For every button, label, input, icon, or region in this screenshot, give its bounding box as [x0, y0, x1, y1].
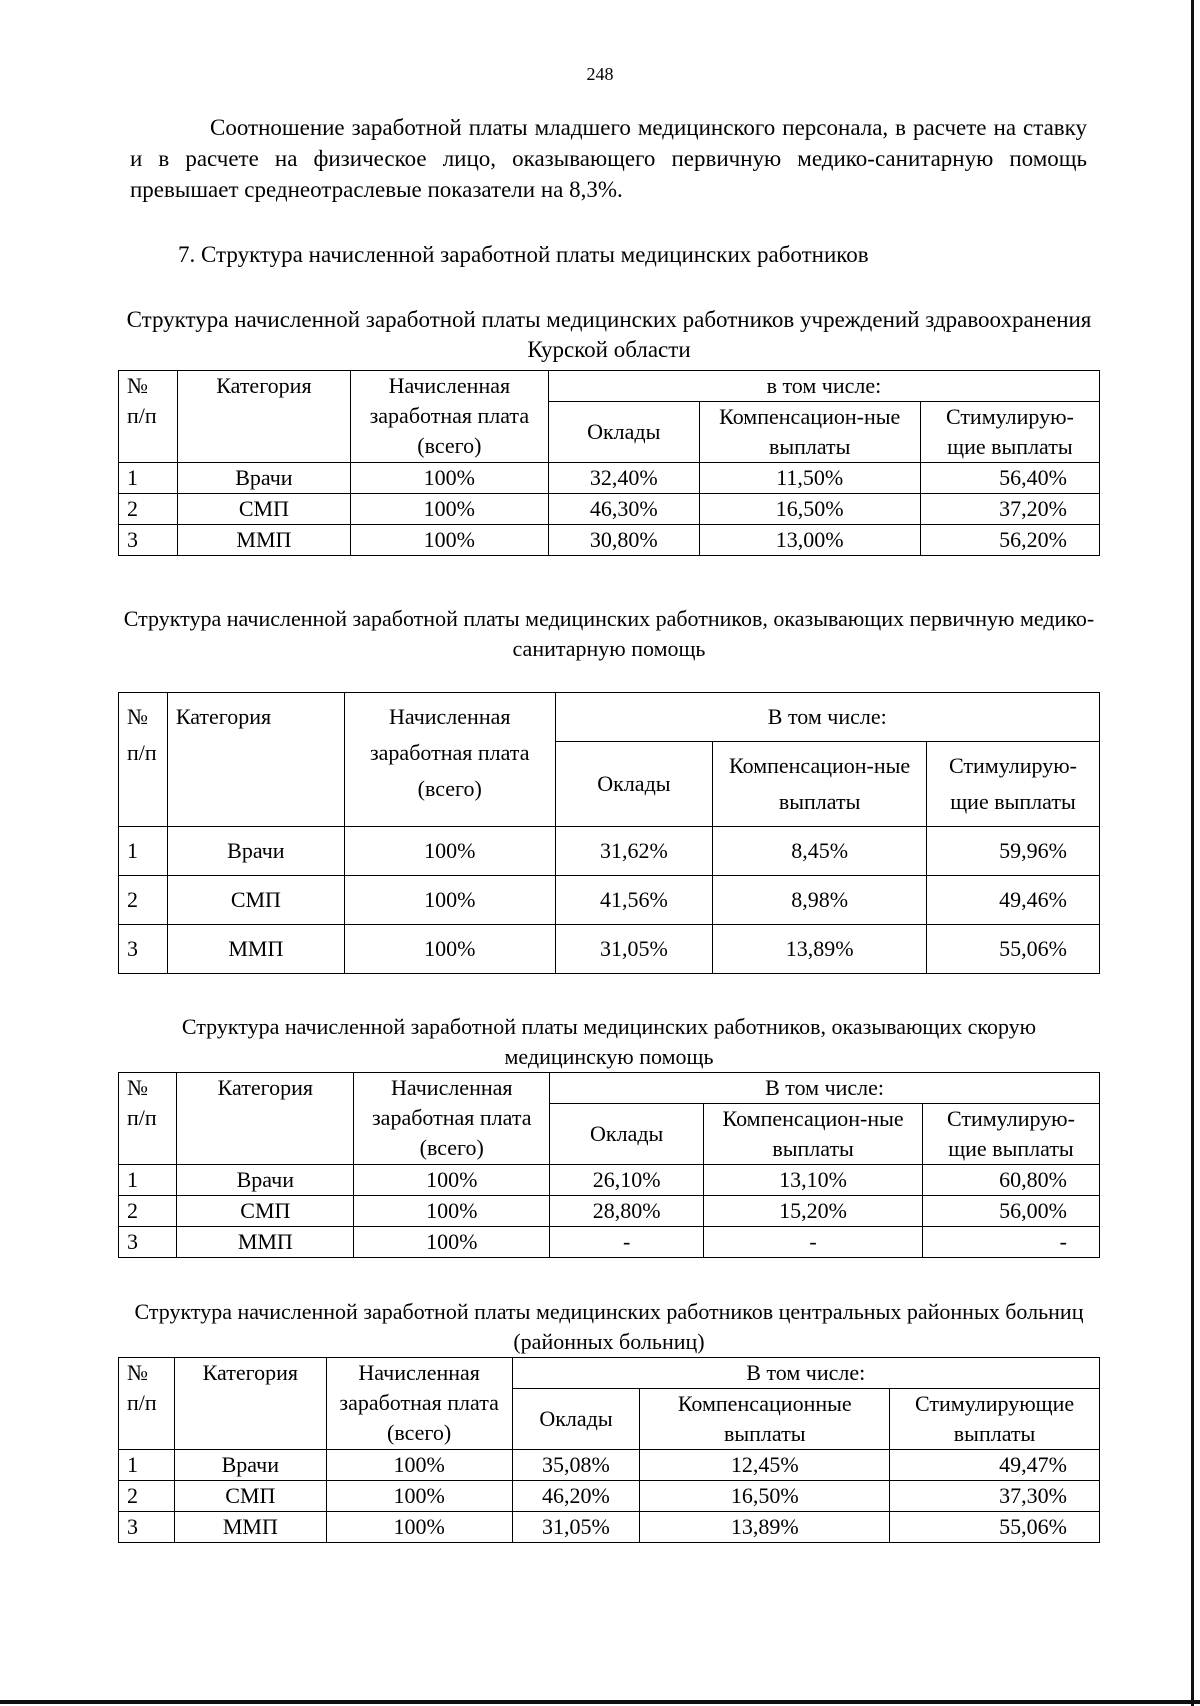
header-num: № п/п — [119, 1073, 177, 1165]
cell-compensation: 13,10% — [704, 1165, 923, 1196]
scan-edge-right — [1191, 0, 1194, 1706]
cell-total: 100% — [350, 494, 548, 525]
header-salaries: Оклады — [548, 402, 699, 463]
header-incentive: Стимулирую-щие выплаты — [920, 402, 1099, 463]
table-4 — [118, 1357, 1100, 1543]
cell-category: СМП — [178, 494, 351, 525]
cell-incentive: 49,46% — [926, 876, 1099, 925]
cell-compensation: 16,50% — [640, 1481, 890, 1512]
cell-incentive: 60,80% — [922, 1165, 1099, 1196]
cell-salaries: 46,30% — [548, 494, 699, 525]
table-row — [119, 925, 1100, 974]
cell-category: Врачи — [174, 1450, 326, 1481]
scan-edge-bottom — [0, 1700, 1200, 1704]
header-num: № п/п — [119, 371, 178, 463]
cell-category: ММП — [167, 925, 344, 974]
cell-num: 1 — [119, 1450, 175, 1481]
cell-category: Врачи — [167, 827, 344, 876]
table-row — [119, 1165, 1100, 1196]
table-row — [119, 494, 1100, 525]
cell-total: 100% — [344, 827, 555, 876]
cell-incentive: 55,06% — [926, 925, 1099, 974]
cell-total: 100% — [326, 1450, 512, 1481]
cell-total: 100% — [326, 1481, 512, 1512]
cell-category: ММП — [178, 525, 351, 556]
header-including: В том числе: — [512, 1358, 1099, 1389]
table-1 — [118, 370, 1100, 556]
header-total: Начисленная заработная плата (всего) — [344, 693, 555, 827]
cell-compensation: 13,00% — [699, 525, 920, 556]
cell-salaries: 28,80% — [550, 1196, 704, 1227]
cell-incentive: 59,96% — [926, 827, 1099, 876]
intro-paragraph: Соотношение заработной платы младшего медицинского персонала, в расчете на ставку и в расчете на физическое лицо, оказывающего первичную медико-санитарную помощь превышает среднеотраслевые показатели на 8,3%. — [130, 115, 1087, 202]
cell-num: 2 — [119, 1481, 175, 1512]
cell-compensation: 15,20% — [704, 1196, 923, 1227]
cell-compensation: 8,45% — [713, 827, 927, 876]
cell-salaries: - — [550, 1227, 704, 1258]
cell-total: 100% — [326, 1512, 512, 1543]
cell-total: 100% — [344, 876, 555, 925]
cell-salaries: 31,05% — [512, 1512, 640, 1543]
header-total: Начисленная заработная плата (всего) — [350, 371, 548, 463]
cell-num: 2 — [119, 494, 178, 525]
cell-incentive: - — [922, 1227, 1099, 1258]
cell-num: 3 — [119, 1227, 177, 1258]
cell-num: 1 — [119, 463, 178, 494]
header-total: Начисленная заработная плата (всего) — [354, 1073, 550, 1165]
cell-salaries: 35,08% — [512, 1450, 640, 1481]
cell-salaries: 26,10% — [550, 1165, 704, 1196]
cell-num: 2 — [119, 1196, 177, 1227]
table-row — [119, 1450, 1100, 1481]
cell-incentive: 56,00% — [922, 1196, 1099, 1227]
header-compensation: Компенсационные выплаты — [640, 1389, 890, 1450]
cell-salaries: 31,62% — [555, 827, 713, 876]
cell-compensation: 13,89% — [713, 925, 927, 974]
header-category: Категория — [174, 1358, 326, 1450]
table-2 — [118, 692, 1100, 974]
cell-num: 1 — [119, 1165, 177, 1196]
cell-total: 100% — [354, 1227, 550, 1258]
cell-incentive: 37,20% — [920, 494, 1099, 525]
cell-incentive: 55,06% — [890, 1512, 1100, 1543]
cell-category: ММП — [177, 1227, 354, 1258]
cell-num: 1 — [119, 827, 168, 876]
cell-salaries: 31,05% — [555, 925, 713, 974]
cell-salaries: 30,80% — [548, 525, 699, 556]
cell-num: 3 — [119, 925, 168, 974]
cell-total: 100% — [344, 925, 555, 974]
cell-salaries: 32,40% — [548, 463, 699, 494]
cell-salaries: 46,20% — [512, 1481, 640, 1512]
cell-total: 100% — [350, 525, 548, 556]
cell-compensation: 11,50% — [699, 463, 920, 494]
cell-category: СМП — [177, 1196, 354, 1227]
cell-salaries: 41,56% — [555, 876, 713, 925]
header-category: Категория — [167, 693, 344, 827]
table-row — [119, 1481, 1100, 1512]
header-category: Категория — [177, 1073, 354, 1165]
header-incentive: Стимулирующие выплаты — [890, 1389, 1100, 1450]
header-category: Категория — [178, 371, 351, 463]
header-including: В том числе: — [555, 693, 1099, 742]
cell-compensation: - — [704, 1227, 923, 1258]
table-row — [119, 1227, 1100, 1258]
table-1-caption: Структура начисленной заработной платы медицинских работников учреждений здравоохранения Курской области — [126, 307, 1092, 362]
cell-category: СМП — [174, 1481, 326, 1512]
header-including: В том числе: — [550, 1073, 1100, 1104]
cell-incentive: 49,47% — [890, 1450, 1100, 1481]
table-row — [119, 876, 1100, 925]
header-including: в том числе: — [548, 371, 1099, 402]
cell-compensation: 8,98% — [713, 876, 927, 925]
table-row — [119, 463, 1100, 494]
header-salaries: Оклады — [512, 1389, 640, 1450]
table-3 — [118, 1072, 1100, 1258]
cell-category: ММП — [174, 1512, 326, 1543]
cell-category: Врачи — [177, 1165, 354, 1196]
table-row — [119, 1196, 1100, 1227]
cell-compensation: 12,45% — [640, 1450, 890, 1481]
table-row — [119, 525, 1100, 556]
header-compensation: Компенсацион-ные выплаты — [713, 742, 927, 827]
header-num: № п/п — [119, 693, 168, 827]
table-row — [119, 827, 1100, 876]
table-3-caption: Структура начисленной заработной платы медицинских работников, оказывающих скорую медицинскую помощь — [181, 1014, 1037, 1069]
cell-category: Врачи — [178, 463, 351, 494]
header-compensation: Компенсацион-ные выплаты — [704, 1104, 923, 1165]
table-row — [119, 1512, 1100, 1543]
header-compensation: Компенсацион-ные выплаты — [699, 402, 920, 463]
header-total: Начисленная заработная плата (всего) — [326, 1358, 512, 1450]
page-number: 248 — [586, 64, 614, 84]
cell-compensation: 13,89% — [640, 1512, 890, 1543]
cell-incentive: 56,20% — [920, 525, 1099, 556]
cell-total: 100% — [354, 1196, 550, 1227]
cell-total: 100% — [354, 1165, 550, 1196]
cell-incentive: 56,40% — [920, 463, 1099, 494]
header-salaries: Оклады — [550, 1104, 704, 1165]
header-salaries: Оклады — [555, 742, 713, 827]
cell-compensation: 16,50% — [699, 494, 920, 525]
cell-num: 3 — [119, 1512, 175, 1543]
cell-num: 2 — [119, 876, 168, 925]
table-4-caption: Структура начисленной заработной платы медицинских работников центральных районных больниц (районных больниц) — [134, 1299, 1084, 1354]
header-incentive: Стимулирую-щие выплаты — [922, 1104, 1099, 1165]
header-num: № п/п — [119, 1358, 175, 1450]
cell-total: 100% — [350, 463, 548, 494]
cell-num: 3 — [119, 525, 178, 556]
table-2-caption: Структура начисленной заработной платы медицинских работников, оказывающих первичную медико-санитарную помощь — [123, 606, 1095, 661]
header-incentive: Стимулирую-щие выплаты — [926, 742, 1099, 827]
section-heading: 7. Структура начисленной заработной платы медицинских работников — [178, 242, 869, 267]
cell-category: СМП — [167, 876, 344, 925]
cell-incentive: 37,30% — [890, 1481, 1100, 1512]
